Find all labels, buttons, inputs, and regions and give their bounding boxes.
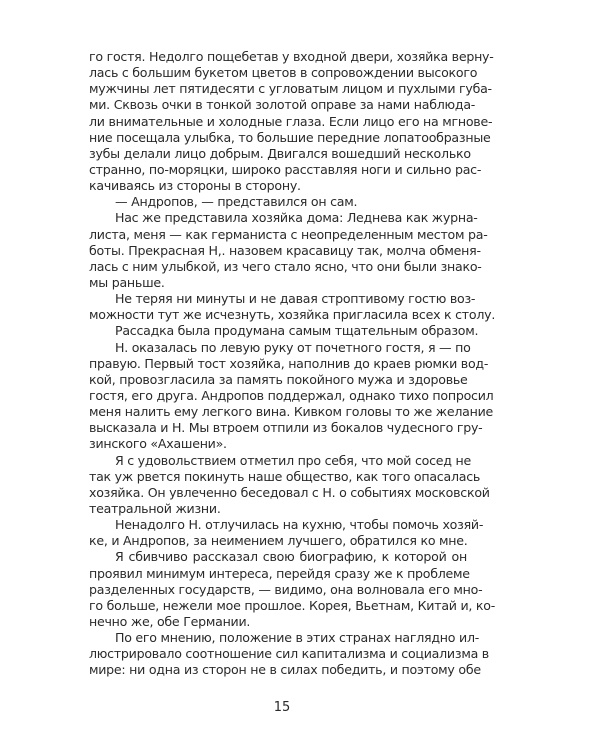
text-line: го больше, нежели мое прошлое. Корея, Вьетнам, Китай и, ко-	[89, 597, 496, 613]
text-line: театральной жизни.	[89, 500, 221, 516]
text-line: странно, по-моряцки, широко расставляя ноги и сильно рас-	[89, 161, 482, 177]
text-line: мире: ни одна из сторон не в силах победить, и поэтому обе	[89, 662, 481, 678]
text-line: можности тут же исчезнуть, хозяйка пригласила всех к столу.	[89, 307, 496, 323]
text-line: Ненадолго Н. отлучилась на кухню, чтобы помочь хозяй-	[115, 517, 484, 533]
text-line: Я сбивчиво рассказал свою биографию, к которой он	[115, 549, 467, 565]
paragraph	[89, 210, 488, 291]
text-line: мужчины лет пятидесяти с угловатым лицом и пухлыми губа-	[89, 81, 492, 97]
text-line: листа, меня — как германиста с неопределенным местом ра-	[89, 226, 488, 242]
text-line: го гостя. Недолго пощебетав у входной двери, хозяйка верну-	[89, 49, 494, 64]
text-line: Нас же представила хозяйка дома: Леднева как журна-	[115, 210, 478, 226]
paragraph	[89, 194, 467, 210]
text-line: так уж рвется покинуть наше общество, как того опасалась	[89, 468, 481, 484]
text-line: ке, и Андропов, за неимением лучшего, обратился ко мне.	[89, 533, 468, 549]
text-line: разделенных государств, — видимо, она волновала его мно-	[89, 581, 483, 597]
text-line: боты. Прекрасная Н,. назовем красавицу так, молча обменя-	[89, 242, 481, 258]
text-line: высказала и Н. Мы втроем отпили из бокалов чудесного гру-	[89, 420, 483, 436]
text-line: зинского «Ахашени».	[89, 436, 227, 452]
page-number: 15	[273, 700, 291, 715]
text-line: ми. Сквозь очки в тонкой золотой оправе за нами наблюда-	[89, 97, 476, 113]
text-line: меня налить ему легкого вина. Кивком головы то же желание	[89, 404, 494, 420]
text-line: Рассадка была продумана самым тщательным образом.	[115, 323, 479, 339]
page-body-text	[89, 49, 496, 678]
text-line: кой, провозгласила за память покойного мужа и здоровье	[89, 371, 468, 387]
text-line: качиваясь из стороны в сторону.	[89, 178, 301, 194]
paragraph	[89, 323, 479, 339]
text-line: правую. Первый тост хозяйка, наполнив до краев рюмки вод-	[89, 355, 489, 371]
text-line: Н. оказалась по левую руку от почетного гостя, я — по	[115, 339, 471, 355]
paragraph	[89, 452, 490, 518]
text-line: Не теряя ни минуты и не давая строптивому гостю воз-	[115, 291, 476, 307]
text-line: нечно же, обе Германии.	[89, 613, 251, 629]
text-line: ли внимательные и холодные глаза. Если лицо его на мгнове-	[89, 113, 493, 129]
text-line: По его мнению, положение в этих странах наглядно ил-	[115, 630, 480, 646]
text-line: мы раньше.	[89, 274, 165, 290]
paragraph	[89, 339, 494, 453]
text-line: проявил минимум интереса, перейдя сразу же к проблеме	[89, 565, 470, 581]
text-line: ние посещала улыбка, то большие передние лопатообразные	[89, 129, 491, 145]
text-line: люстрировало соотношение сил капитализма и социализма в	[89, 646, 489, 662]
paragraph	[89, 630, 489, 678]
text-line: гостя, его друга. Андропов поддержал, однако тихо попросил	[89, 387, 494, 403]
paragraph	[89, 549, 496, 630]
text-line: хозяйка. Он увлеченно беседовал с Н. о событиях московской	[89, 484, 490, 500]
text-line: — Андропов, — представился он сам.	[115, 194, 358, 210]
text-line: лась с большим букетом цветов в сопровождении высокого	[89, 65, 478, 81]
paragraph	[89, 291, 496, 323]
paragraph	[89, 49, 494, 194]
paragraph	[89, 517, 484, 549]
text-line: Я с удовольствием отметил про себя, что мой сосед не	[115, 452, 471, 468]
text-line: лась с ним улыбкой, из чего стало ясно, что они были знако-	[89, 258, 482, 274]
text-line: зубы делали лицо добрым. Двигался вошедший несколько	[89, 145, 471, 161]
